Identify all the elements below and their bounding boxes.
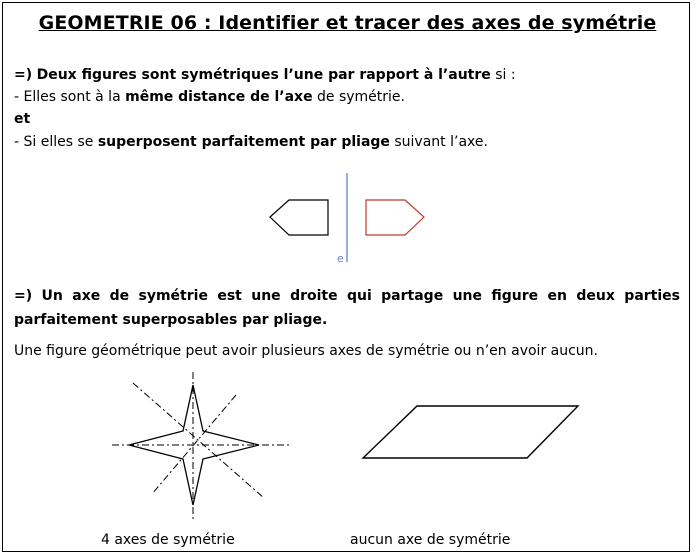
parallelogram-shape <box>363 406 578 458</box>
star-caption: 4 axes de symétrie <box>101 532 235 548</box>
definition-after: si : <box>495 67 516 83</box>
line4-bold: superposent parfaitement par pliage <box>97 134 390 150</box>
line2-bold: même distance de l’axe <box>125 89 313 105</box>
conjunction-et: et <box>14 111 31 127</box>
page-title: GEOMETRIE 06 : Identifier et tracer des axes de symétrie <box>38 12 657 34</box>
axis-definition: =) Un axe de symétrie est une droite qui partage une figure en deux parties parfaitement superposables par pliage. <box>14 288 680 328</box>
line2-suffix: de symétrie. <box>317 89 405 105</box>
definition-marker: =) <box>14 67 33 83</box>
line4-suffix: suivant l’axe. <box>394 134 488 150</box>
line4-prefix: - Si elles se <box>14 134 94 150</box>
line2-prefix: - Elles sont à la <box>14 89 121 105</box>
parallelogram-caption: aucun axe de symétrie <box>350 532 511 548</box>
axis-count-note: Une figure géométrique peut avoir plusieurs axes de symétrie ou n’en avoir aucun. <box>14 343 598 359</box>
definition-bold: Deux figures sont symétriques l’une par rapport à l’autre <box>36 67 491 83</box>
axis-label: e <box>337 252 344 265</box>
